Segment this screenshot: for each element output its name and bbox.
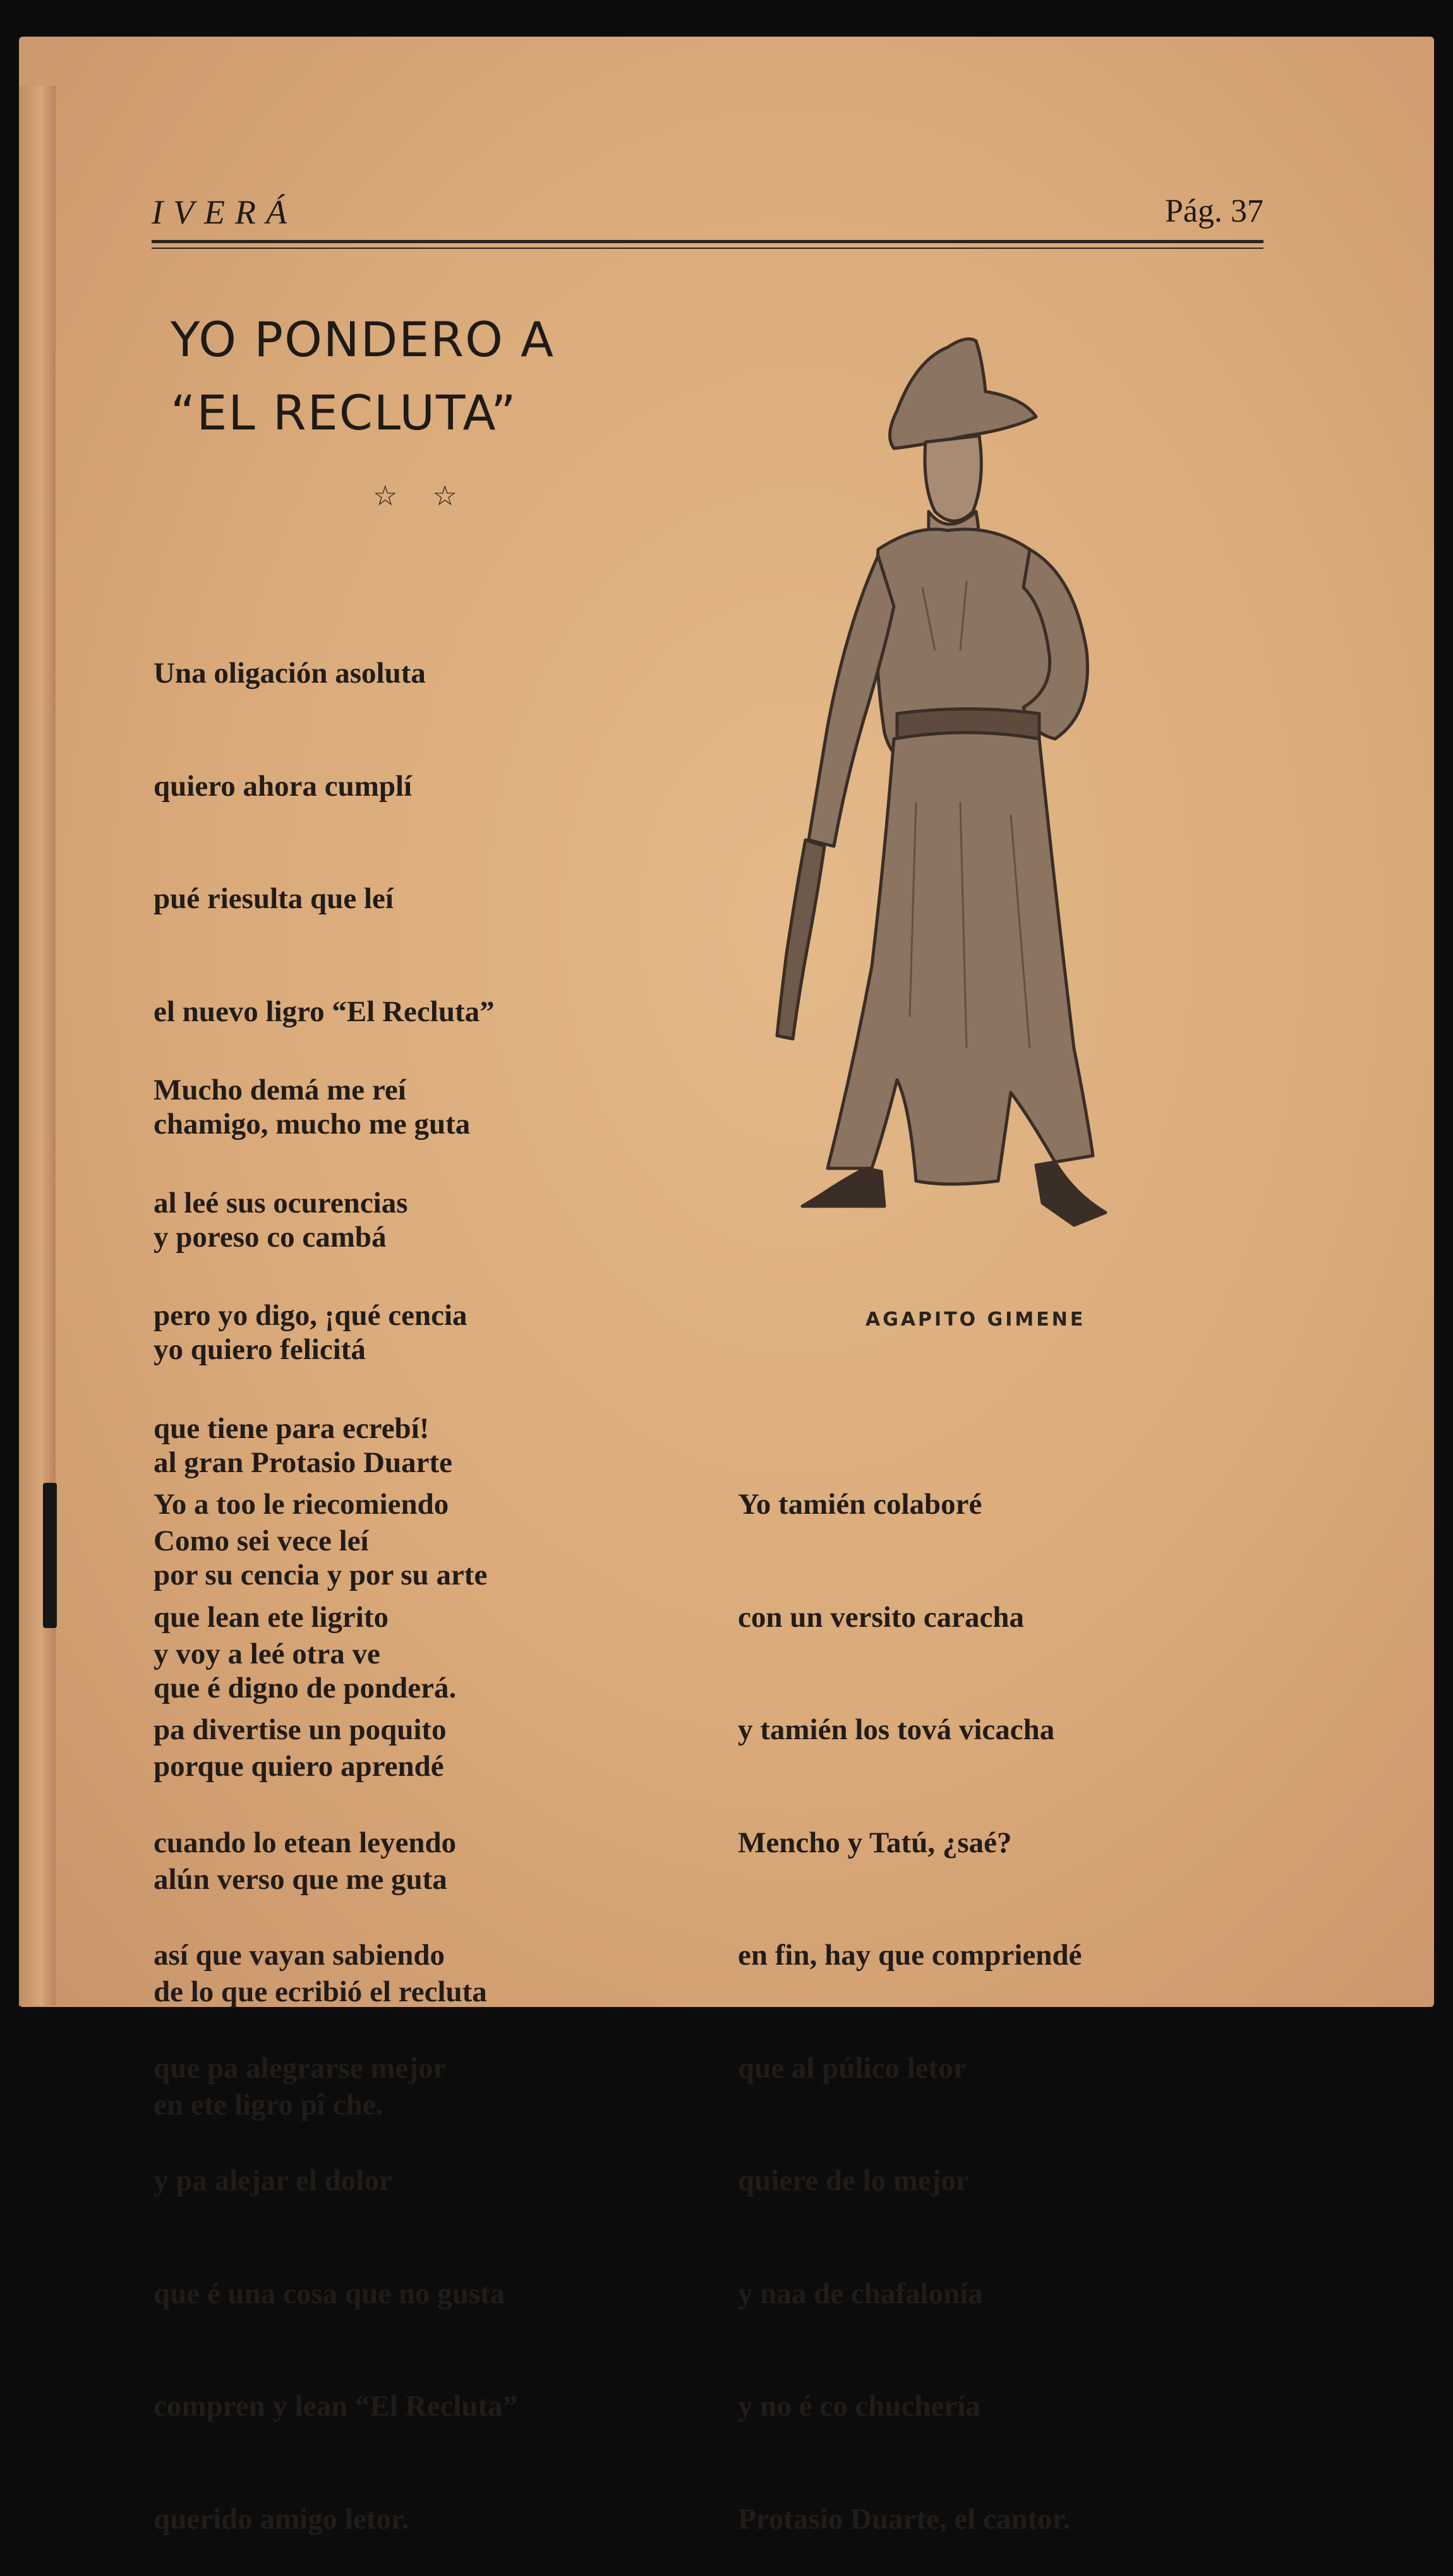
verse-line: Yo tamién colaboré: [738, 1488, 982, 1521]
verse-line: al leé sus ocurencias: [154, 1186, 408, 1219]
verse-line: yo quiero felicitá: [154, 1333, 366, 1366]
verse-line: Yo a too le riecomiendo: [154, 1488, 449, 1521]
adjacent-page-edge: [19, 86, 56, 2006]
verse-line: de lo que ecribió el recluta: [154, 1975, 487, 2008]
poem-title: [171, 303, 689, 450]
verse-line: que lean ete ligrito: [154, 1600, 389, 1634]
verse-line: y no é co chuchería: [738, 2390, 980, 2423]
verse-line: por su cencia y por su arte: [154, 1559, 488, 1591]
verse-line: con un versito caracha: [738, 1600, 1024, 1634]
verse-line: que tiene para ecrebí!: [154, 1411, 430, 1445]
page-number: Pág. 37: [1165, 193, 1263, 229]
verse-line: cuando lo etean leyendo: [154, 1826, 457, 1859]
verse-line: pa divertise un poquito: [154, 1713, 447, 1746]
verse-line: Mucho demá me reí: [154, 1074, 406, 1106]
poem-title-line-1: YO PONDERO A: [171, 311, 555, 368]
verse-line: chamigo, mucho me guta: [154, 1108, 471, 1141]
verse-line: querido amigo letor.: [154, 2502, 409, 2536]
verse-line: alún verso que me guta: [154, 1862, 447, 1896]
stanza-3: [154, 1411, 517, 2576]
verse-line: y pa alejar el dolor: [154, 2164, 392, 2197]
illustration-caption: AGAPITO GIMENE: [865, 1309, 1086, 1331]
header-rule: [152, 240, 1263, 243]
verse-line: pué riesulta que leí: [154, 882, 394, 915]
gaucho-illustration: [758, 322, 1162, 1288]
verse-line: Protasio Duarte, el cantor.: [738, 2502, 1071, 2536]
verse-line: en fin, hay que compriendé: [738, 1939, 1082, 1972]
verse-line: quiero ahora cumplí: [154, 769, 413, 803]
binding-staple: [43, 1483, 57, 1628]
verse-line: en ete ligro pî che.: [154, 2088, 383, 2121]
verse-line: Como sei vece leí: [154, 1525, 369, 1557]
verse-line: que é una cosa que no gusta: [154, 2277, 505, 2310]
stanza-4: [738, 1411, 1082, 2576]
verse-line: el nuevo ligro “El Recluta”: [154, 995, 495, 1028]
poem-title-line-2: “EL RECLUTA”: [171, 385, 517, 441]
stars-ornament: ☆ ☆: [373, 481, 471, 512]
verse-line: que pa alegrarse mejor: [154, 2051, 447, 2085]
verse-line: al gran Protasio Duarte: [154, 1446, 452, 1479]
verse-line: así que vayan sabiendo: [154, 1939, 445, 1972]
verse-line: y naa de chafalonía: [738, 2277, 983, 2310]
header-rule-thin: [152, 248, 1263, 249]
verse-line: quiere de lo mejor: [738, 2164, 969, 2197]
verse-line: compren y lean “El Recluta”: [154, 2390, 518, 2423]
verse-line: que al púlico letor: [738, 2051, 967, 2085]
verse-line: Una oligación asoluta: [154, 657, 426, 690]
verse-line: que é digno de ponderá.: [154, 1671, 457, 1704]
verse-line: porque quiero aprendé: [154, 1750, 444, 1783]
magazine-title: IVERÁ: [152, 193, 297, 231]
verse-line: Mencho y Tatú, ¿saé?: [738, 1826, 1012, 1859]
verse-line: y voy a leé otra ve: [154, 1637, 380, 1670]
verse-line: y poreso co cambá: [154, 1220, 387, 1254]
verse-line: pero yo digo, ¡qué cencia: [154, 1299, 467, 1332]
verse-line: y tamién los tová vicacha: [738, 1713, 1055, 1746]
